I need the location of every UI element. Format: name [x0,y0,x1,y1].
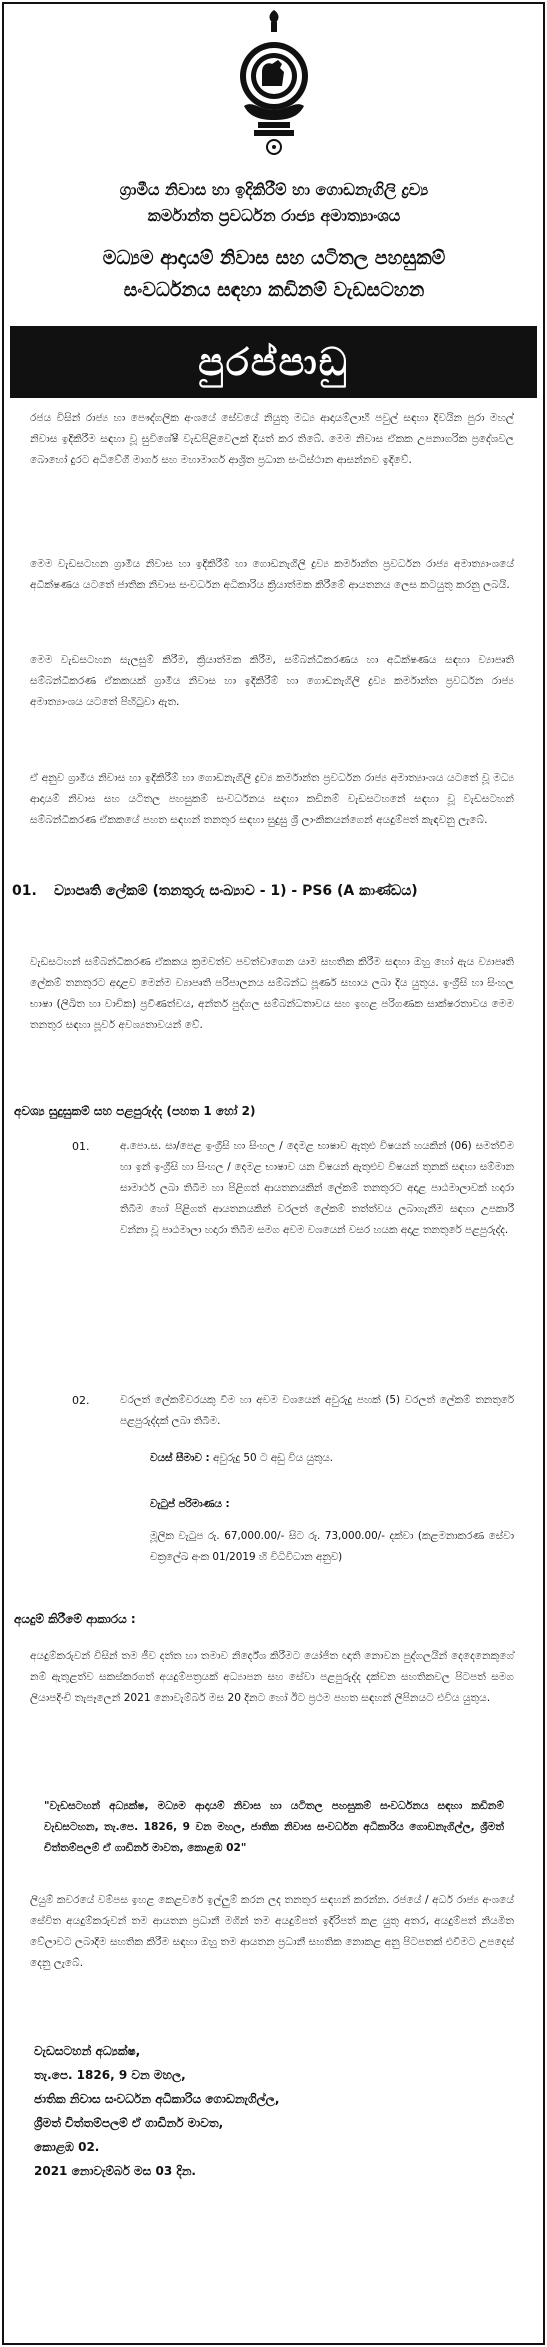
age-limit [150,1448,514,1469]
signature-street: ශ්‍රීමත් චිත්තම්පලම් ඒ ගාඩිනර් මාවත, [34,2116,224,2130]
position-number: 01. [12,883,37,899]
intro-paragraph-4: ඒ අනුව ග්‍රාමීය නිවාස හා ඉදිකිරීම් හා ගොඩනැගිලි ද්‍රව්‍ය කර්මාන්ත ප්‍රවර්ධන රාජ්‍ය අමාත්‍යාංශය යටතේ වූ මධ්‍ය ආදායම් නිවාස සහ යටිතල පහසුකම් සංවර්ධනය සඳහා කඩිනම් වැඩසටහනේ සඳහා වූ වැඩසටහන් සම්බන්ධීකරණ ඒකකයේ පහත සඳහන් තනතුර සඳහා සුදුසු ශ්‍රී ලාංකිකයන්ගෙන් අයදුම්පත් කැඳවනු ලැබේ. [30,772,514,826]
qualification-2-number: 02. [72,1394,90,1407]
position-title: ව්‍යාපෘති ලේකම් (තනතුරු සංඛ්‍යාව - 1) - PS6 (A කාණ්ඩය) [54,883,418,899]
program-title-line1: මධ්‍යම ආදායම් නිවාස සහ යටිතල පහසුකම් [102,247,446,269]
signature-po-box: තැ.පෙ. 1826, 9 වන මහල, [34,2068,186,2082]
salary-scale-value: මූලික වැටුප රු. 67,000.00/- සිට රු. 73,000.00/- දක්වා (කළමනාකරණ සේවා චක්‍රලේඛ අංක 01/2019 හි විධිවිධාන අනුව) [150,1530,514,1563]
application-address: "වැඩසටහන් අධ්‍යක්ෂ, මධ්‍යම ආදායම් නිවාස හා යටිතල පහසුකම් සංවර්ධනය සඳහා කඩිනම් වැඩසටහන, තැ.පෙ. 1826, 9 වන මහල, ජාතික නිවාස සංවර්ධන අධිකාරිය ගොඩනැගිල්ල, ශ්‍රීමත් චිත්තම්පලම් ඒ ගාඩිනර් මාවත, කොළඹ 02" [44,1800,504,1854]
intro-paragraph-1: රජය විසින් රාජ්‍ය හා පෞද්ගලික අංශයේ සේවයේ නියුතු මධ්‍ය ආදායම්ලාභී පවුල් සඳහා දිවයින පුරා මහල් නිවාස ඉදිකිරීම සඳහා වූ සුවිශේෂී වැඩපිළිවෙලක් දියත් කර තිබේ. මෙම නිවාස ඒකක උපනාගරික ප්‍රදේශවල බොහෝ දුරට අධිවේගී මාර්ග සහ මහාමාර්ග ආශ්‍රිත ප්‍රධාන සංධිස්ථාන ආසන්නව ඉදිවේ. [30,412,514,466]
qualification-1-text: අ.පො.ස. සා/පෙළ ඉංග්‍රීසි හා සිංහල / දෙමළ භාෂාව ඇතුළු විෂයන් හයකින් (06) සමත්වීම හා ඉන් ඉංග්‍රීසි හා සිංහල / දෙමළ භාෂාව යන විෂයන් ඇතුළුව විෂයන් තුනක් සඳහා සම්මාන සාමාර්ථ ලබා තිබීම හා පිළිගත් ආයතනයකින් ලේකම් තනතුරට අදාළ පාඨමාලාවක් හදාරා තිබීම හෝ පිළිගත් ආයතනයකින් වරලත් ලේකම් තත්ත්වය ලබාගැනීම සඳහා උපකාරී වන්නා වූ පාඨමාලා හදාරා තිබීම සමග අවම වශයෙන් වසර හයක අදාළ තනතුරේ පළපුරුද්ද. [120,1140,514,1236]
age-limit-value: අවුරුදු 50 ට අඩු විය යුතුය. [212,1452,334,1464]
signature-date: 2021 නොවැම්බර් මස 03 දින. [34,2164,196,2178]
state-emblem-icon [238,6,310,160]
age-limit-label: වයස් සීමාව : [150,1452,210,1464]
position-heading [12,880,532,903]
salary-scale-label: වැටුප් පරිමාණය : [150,1498,230,1510]
qualification-2-text: වරලත් ලේකම්වරයකු වීම හා අවම වශයෙන් අවුරුදු පහක් (5) වරලත් ලේකම් තනතුරේ පළපුරුද්දක් ලබා තිබීම. [120,1394,514,1427]
application-notes: ලියුම් කවරයේ වම්පස ඉහළ කෙළවරේ ඉල්ලුම් කරන ලද තනතුර සඳහන් කරන්න. රජයේ / අර්ධ රාජ්‍ය අංශයේ සේවිත අයදුම්කරුවන් තම ආයතන ප්‍රධානී මගින් තම අයදුම්පත් ඉදිරිපත් කළ යුතු අතර, අයදුම්පත් නියමිත වේලාවට ලබාදීම සහතික කිරීම සඳහා ඔහු තම ආයතන ප්‍රධානී සහතික නොකළ අනු පිටපතක් එවීමට උපදෙස් දෙනු ලැබේ. [30,1894,514,1969]
program-title-line2: සංවර්ධනය සඳහා කඩිනම් වැඩසටහන [123,279,425,301]
qualification-1-number: 01. [72,1140,90,1153]
vacancies-banner: පුරප්පාඩු [10,326,537,398]
application-method-heading: අයදුම් කිරීමේ ආකාරය : [14,1612,136,1626]
signature-title: වැඩසටහන් අධ්‍යක්ෂ, [34,2044,141,2058]
ministry-name-line2: කර්මාන්ත ප්‍රවර්ධන රාජ්‍ය අමාත්‍යාංශය [147,206,401,225]
qualifications-heading: අවශ්‍ය සුදුසුකම් සහ පළපුරුද්ද (පහත 1 හෝ 2) [14,1104,256,1118]
application-instructions: අයදුම්කරුවන් විසින් තම ජීව දත්ත හා තමාව නිර්දේශ කිරීමට යෝජිත ඥාති නොවන පුද්ගලයින් දෙදෙනෙකුගේ නම් ඇතුළත්ව සකස්කරගත් අයදුම්පත්‍රයක් අධ්‍යාපන සහ සේවා පළපුරුද්ද දක්වන සහතිකවල පිටපත් සමග ලියාපදිංචි තැපෑලෙන් 2021 නොවැම්බර් මස 20 දිනට හෝ ඊට ප්‍රථම පහත සඳහන් ලිපිනයට එවිය යුතුය. [30,1650,514,1704]
intro-paragraph-3: මෙම වැඩසටහන සැලසුම් කිරීම, ක්‍රියාත්මක කිරීම, සම්බන්ධීකරණය හා අධීක්ෂණය සඳහා ව්‍යාපෘති සම්බන්ධීකරණ ඒකකයක් ග්‍රාමීය නිවාස හා ඉදිකිරීම් හා ගොඩනැගිලි ද්‍රව්‍ය කර්මාන්ත ප්‍රවර්ධන රාජ්‍ය අමාත්‍යාංශය යටතේ පිහිටුවා ඇත. [30,654,514,708]
position-description: වැඩසටහන් සම්බන්ධීකරණ ඒකකය ක්‍රමවත්ව පවත්වාගෙන යාම සහතික කිරීම සඳහා ඔහු හෝ ඇය ව්‍යාපෘති ලේකම් තනතුරට අදාළව මෙන්ම ව්‍යාපෘති පරිපාලනය සම්බන්ධ පූර්ණ සහාය ලබා දිය යුතුය. ඉංග්‍රීසි හා සිංහල භාෂා (ලිඛිත හා වාචික) ප්‍රවීණත්වය, අන්තර් පුද්ගල සම්බන්ධතාවය සහ ඉහළ පරිගණක සාක්ෂරතාවය මෙම තනතුර සඳහා පූර්ව අවශ්‍යතාවයන් වේ. [30,956,514,1031]
intro-paragraph-2: මෙම වැඩසටහන ග්‍රාමීය නිවාස හා ඉදිකිරීම් හා ගොඩනැගිලි ද්‍රව්‍ය කර්මාන්ත ප්‍රවර්ධන රාජ්‍ය අමාත්‍යාංශයේ අධීක්ෂණය යටතේ ජාතික නිවාස සංවර්ධන අධිකාරිය ක්‍රියාත්මක කිරීමේ ආයතනය ලෙස කටයුතු කරනු ලබයි. [30,558,514,591]
signature-building: ජාතික නිවාස සංවර්ධන අධිකාරිය ගොඩනැගිල්ල, [34,2092,280,2106]
signature-city: කොළඹ 02. [34,2140,100,2154]
ministry-name-line1: ග්‍රාමීය නිවාස හා ඉදිකිරීම් හා ගොඩනැගිලි ද්‍රව්‍ය [119,180,429,199]
